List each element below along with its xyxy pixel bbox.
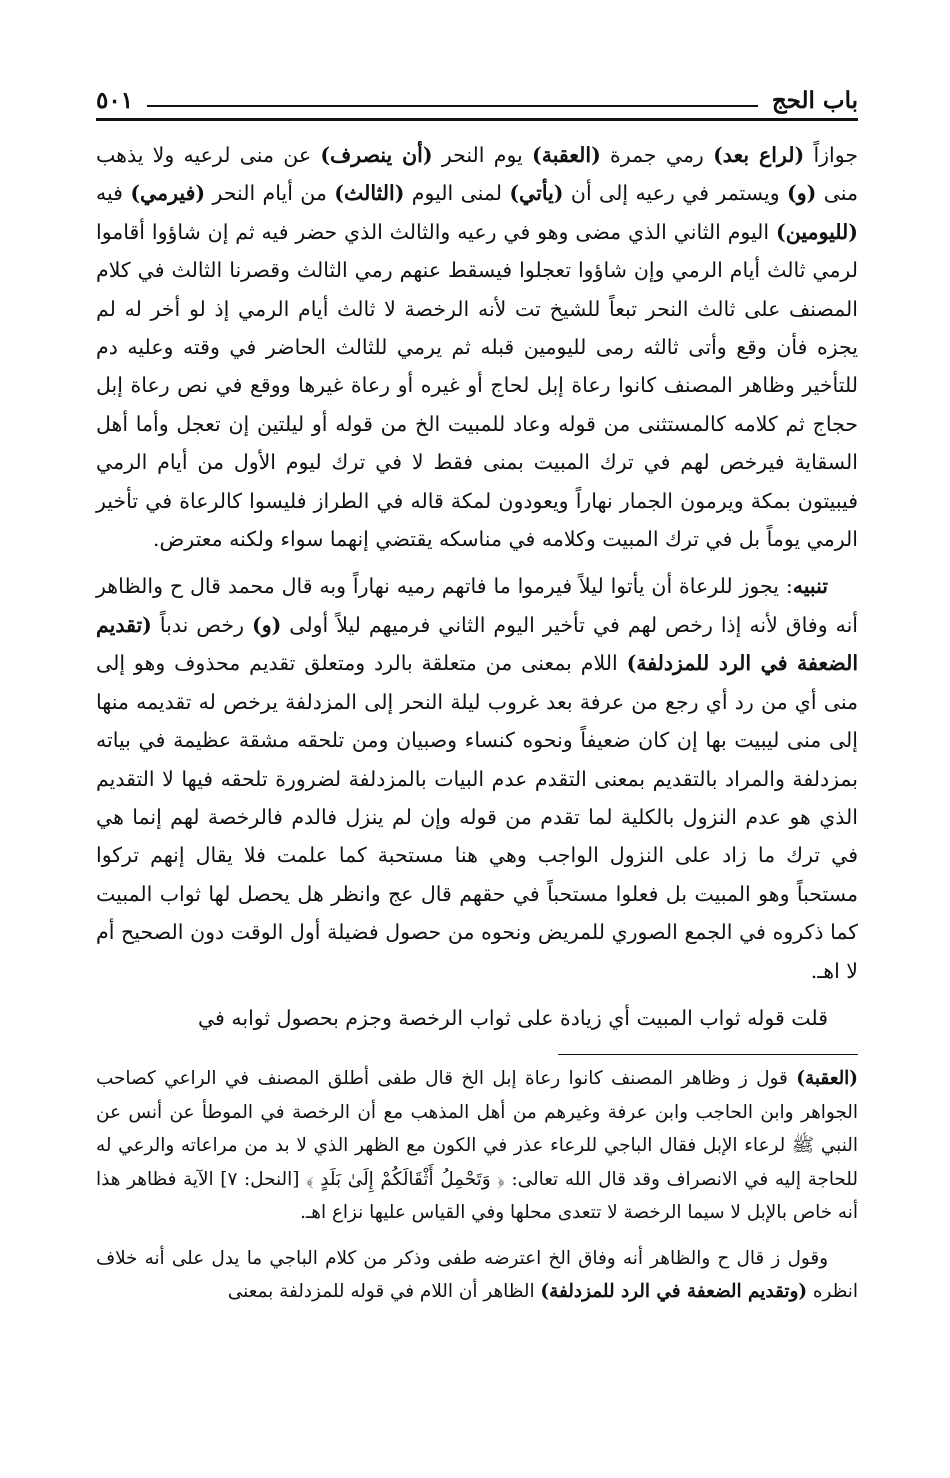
bold-term: (تقديم الضعفة في الرد للمزدلفة) xyxy=(96,612,859,676)
bold-term: (العقبة) xyxy=(532,143,601,167)
text-run: يوم النحر xyxy=(432,143,532,167)
main-paragraph xyxy=(96,136,858,558)
text-run: الظاهر أن اللام في قوله للمزدلفة بمعنى xyxy=(227,1281,541,1302)
main-text xyxy=(96,136,858,1037)
text-run: قول ز وظاهر المصنف كانوا رعاة إبل الخ قال طفى أطلق المصنف في الراعي كصاحب الجواهر وابن الحاجب وابن عرفة وغيرهم من أهل المذهب مع أن الرخصة في الموطأ عن أنس عن النبي ﷺ لرعاء الإبل فقال الباجي للرعاء عذر في الكون مع الظهر الذي لا بد من مراعاته والرعي له للحاجة إليه في الانصراف وقد قال الله تعالى: ﴿ وَتَحْمِلُ أَثْقَالَكُمْ إِلَىٰ بَلَدٍ ﴾ [النحل: ٧] الآية فظاهر هذا أنه خاص بالإبل لا سيما الرخصة لا تتعدى محلها وفي القياس عليها نزاع اهـ. xyxy=(96,1068,859,1223)
text-run: قلت قوله ثواب المبيت أي زيادة على ثواب الرخصة وجزم بحصول ثوابه في xyxy=(197,1005,828,1030)
bold-term: (فيرمي) xyxy=(130,181,206,206)
text-run: ويستمر في رعيه إلى أن xyxy=(563,181,788,206)
bold-term: (يأتي) xyxy=(509,181,564,206)
running-header xyxy=(96,78,858,122)
main-paragraph xyxy=(96,567,858,989)
text-run: اليوم الثاني الذي مضى وهو في رعيه والثالث الذي حضر فيه ثم إن شاؤوا أقاموا لرمي ثالث أيام الرمي وإن شاؤوا تعجلوا فيسقط عنهم رمي الثالث وقصرنا الثالث في كلام المصنف على ثالث النحر تبعاً للشيخ تت لأنه الرخصة لا ثالث أيام الرمي إذ لو أخر له لم يجزه فأن وقع وأتى ثالثه رمى لليومين قبله ثم يرمي للثالث الحاضر في وقته وعليه دم للتأخير وظاهر المصنف كانوا رعاة إبل لحاج أو غيره أو رعاة غيرها ووقع في نص رعاة إبل حجاج ثم كلامه كالمستثنى من قوله وعاد للمبيت الخ من قوله أو ليلتين إن تعجل وأما أهل السقاية فيرخص لهم في ترك المبيت بمنى فقط لا في ترك ليوم الأول من أيام الرمي فيبيتون بمكة ويرمون الجمار نهاراً ويعودون لمكة قاله في الطراز فليسوا كالرعاة في تأخير الرمي يوماً بل في ترك المبيت وكلامه في مناسكه يقتضي إنهما سواء ولكنه معترض. xyxy=(96,219,858,552)
bold-term: (لليومين) xyxy=(776,219,858,244)
footnote-divider xyxy=(558,1054,858,1055)
bold-term: (الثالث) xyxy=(334,181,405,206)
text-run: وقول ز قال ح والظاهر أنه وفاق الخ اعترضه طفى وذكر من كلام الباجي ما يدل على أنه خلاف انظره xyxy=(96,1247,858,1302)
text-run: فيه xyxy=(96,181,131,206)
page-number: ٥٠١ xyxy=(96,86,134,114)
header-divider xyxy=(96,118,858,121)
main-paragraph xyxy=(96,999,858,1037)
footnote-paragraph xyxy=(96,1242,858,1309)
bold-term: (و) xyxy=(252,612,282,637)
bold-term: تنبيه xyxy=(792,574,828,599)
text-run: رخص ندباً xyxy=(151,612,252,637)
text-run: لمنى اليوم xyxy=(404,181,510,206)
text-run: جوازاً xyxy=(804,143,859,167)
bold-term: (وتقديم الضعفة في الرد للمزدلفة) xyxy=(540,1281,808,1302)
header-rule xyxy=(147,105,758,107)
text-run: عن منى لرعيه ولا يذهب منى xyxy=(96,143,858,206)
bold-term: (أن ينصرف) xyxy=(320,143,433,167)
text-run: رمي جمرة xyxy=(600,143,714,167)
footnote-paragraph xyxy=(96,1062,858,1230)
text-run: : يجوز للرعاة أن يأتوا ليلاً فيرموا ما فاتهم رميه نهاراً وبه قال محمد قال ح والظاهر أنه وفاق لأنه إذا رخص لهم في تأخير اليوم الثاني فرميهم ليلاً أولى xyxy=(96,574,859,637)
text-run: من أيام النحر xyxy=(205,181,335,206)
footnotes xyxy=(96,1062,858,1309)
chapter-title: باب الحج xyxy=(771,86,858,114)
bold-term: (لراع بعد) xyxy=(713,143,805,167)
bold-term: (العقبة) xyxy=(796,1068,858,1089)
bold-term: (و) xyxy=(787,181,817,206)
text-run: اللام بمعنى من متعلقة بالرد ومتعلق تقديم محذوف وهو إلى منى أي من رد أي رجع من عرفة بعد غروب ليلة النحر إلى المزدلفة يرخص له تقديمه منها إلى منى ليبيت بها إن كان ضعيفاً ونحوه كنساء وصبيان ومن تلحقه مشقة عظيمة في بياته بمزدلفة والمراد بالتقديم بمعنى التقدم عدم البيات بالمزدلفة لضرورة تلحقه فيها لا التقديم الذي هو عدم النزول بالكلية لما تقدم من قوله وإن لم ينزل فالدم فالرخصة لهم إنما هي في ترك ما زاد على النزول الواجب وهي هنا مستحبة كما علمت فلا يقال إنهم تركوا مستحباً وهو المبيت بل فعلوا مستحباً في حقهم قال عج وانظر هل يحصل لها ثواب المبيت كما ذكروه في الجمع الصوري للمريض ونحوه من حصول فضيلة أول الوقت دون الصحيح أم لا اهـ. xyxy=(96,651,858,983)
